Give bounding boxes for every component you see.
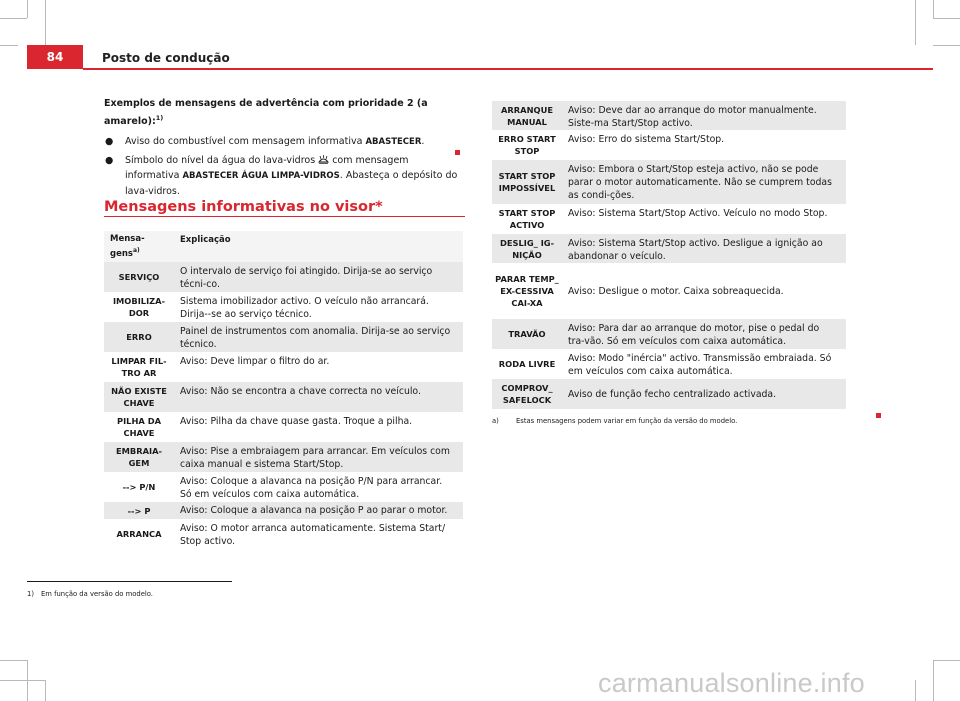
message-explanation: Aviso: Sistema Start/Stop Activo. Veículo no modo Stop. (568, 208, 828, 219)
header-explanation: Explicação (180, 235, 231, 245)
bullet-icon: ● (105, 136, 114, 148)
message-name: START STOP IMPOSSÍVEL (498, 171, 556, 193)
table-row (104, 412, 463, 442)
bullet-icon: ● (105, 155, 114, 167)
footnote-mark: 1) (27, 590, 34, 598)
message-name: ERRO (126, 332, 152, 342)
header-messages: Mensa-gens$^{a)}$ (110, 234, 145, 259)
message-name: TRAVÃO (508, 329, 546, 339)
messages-table-right (492, 101, 846, 409)
crop-mark (933, 18, 960, 19)
table-row (492, 319, 846, 349)
message-explanation: Aviso: Para dar ao arranque do motor, pise o pedal do tra-vão. Só em veículos com caixa automática. (568, 323, 820, 347)
message-explanation: Aviso: O motor arranca automaticamente. Sistema Start/ Stop activo. (180, 523, 446, 547)
message-explanation: O intervalo de serviço foi atingido. Dirija-se ao serviço técni-co. (180, 266, 433, 290)
table-header (104, 231, 463, 262)
crop-mark (915, 0, 916, 45)
crop-mark (45, 0, 46, 45)
message-explanation: Aviso: Deve dar ao arranque do motor manualmente. Siste-ma Start/Stop activo. (568, 105, 817, 129)
table-row (492, 349, 846, 379)
table-row (104, 502, 463, 519)
page-number: 84 (27, 45, 83, 69)
table-row (492, 379, 846, 409)
end-of-section-mark (876, 413, 881, 418)
message-explanation: Aviso: Pise a embraiagem para arrancar. Em veículos com caixa manual e sistema Start/Stop. (180, 446, 450, 470)
table-row (492, 130, 846, 160)
message-explanation: Aviso: Erro do sistema Start/Stop. (568, 134, 725, 145)
footnote-rule (27, 581, 232, 582)
message-explanation: Sistema imobilizador activo. O veículo não arrancará. Dirija--se ao serviço técnico. (180, 296, 429, 320)
crop-mark (0, 660, 27, 661)
page-header-title: Posto de condução (102, 51, 230, 65)
intro-block (104, 96, 464, 199)
message-name: SERVIÇO (118, 272, 160, 282)
footnote-ref: 1) (155, 114, 164, 122)
message-name: ABASTECER (365, 137, 422, 148)
message-name: --> P/N (122, 482, 156, 492)
message-explanation: Aviso: Deve limpar o filtro do ar. (180, 356, 330, 367)
message-name: PILHA DA CHAVE (116, 416, 162, 438)
crop-mark (45, 680, 46, 701)
table-row (492, 204, 846, 234)
message-explanation: Aviso: Coloque a alavanca na posição P/N para arrancar. Só em veículos com caixa automática. (180, 476, 443, 500)
table-row (104, 442, 463, 472)
watermark: carmanualsonline.info (598, 668, 865, 698)
message-name: EMBRAIA-GEM (115, 446, 162, 468)
message-name: PARAR TEMP_ EX-CESSIVA CAI-XA (495, 274, 559, 308)
message-name: NÃO EXISTE CHAVE (111, 386, 167, 408)
message-explanation: Aviso: Desligue o motor. Caixa sobreaquecida. (568, 285, 784, 297)
footnote-mark: a) (492, 417, 499, 425)
message-explanation: Aviso de função fecho centralizado activada. (568, 388, 777, 400)
table-row (104, 472, 463, 502)
crop-mark (915, 680, 916, 701)
crop-mark (0, 18, 27, 19)
table-row (104, 262, 463, 292)
header-rule (83, 68, 933, 70)
message-explanation: Aviso: Embora o Start/Stop esteja activo, não se pode parar o motor automaticamente. Não se cumprem todas as condi-ções. (568, 164, 832, 201)
message-explanation: Aviso: Pilha da chave quase gasta. Troque a pilha. (180, 416, 413, 427)
message-name: ARRANCA (116, 529, 162, 539)
message-name: --> P (127, 505, 151, 516)
messages-table-left (104, 231, 463, 549)
washer-fluid-icon (318, 155, 329, 166)
table-footnote: a) Estas mensagens podem variar em função da versão do modelo. (492, 417, 738, 425)
message-name: COMPROV_ SAFELOCK (501, 383, 553, 405)
message-name: ARRANQUE MANUAL (500, 104, 554, 127)
table-row (492, 160, 846, 204)
bullet-item: ● Aviso do combustível com mensagem informativa ABASTECER. (105, 136, 425, 148)
table-row (104, 382, 463, 412)
table-row (104, 322, 463, 352)
message-name: START STOP ACTIVO (498, 208, 556, 230)
message-name: ERRO START STOP (498, 134, 556, 156)
table-row (104, 352, 463, 382)
intro-title: Exemplos de mensagens de advertência com prioridade 2 (a amarelo):$^{1)}$ (104, 98, 428, 128)
crop-mark (933, 45, 960, 46)
page-footnote: 1) Em função da versão do modelo. (27, 590, 153, 598)
table-row (492, 234, 846, 263)
crop-mark (27, 0, 28, 18)
message-explanation: Painel de instrumentos com anomalia. Dirija-se ao serviço técnico. (180, 326, 451, 350)
table-row (492, 263, 846, 319)
message-name: IMOBILIZA-DOR (112, 296, 166, 318)
message-explanation: Aviso: Não se encontra a chave correcta no veículo. (180, 386, 421, 397)
message-explanation: Aviso: Sistema Start/Stop activo. Desligue a ignição ao abandonar o veículo. (568, 238, 823, 262)
section-rule (104, 216, 465, 217)
message-explanation: Aviso: Coloque a alavanca na posição P ao parar o motor. (180, 505, 448, 516)
crop-mark (933, 660, 960, 661)
crop-mark (0, 680, 45, 681)
table-row (104, 519, 463, 549)
crop-mark (933, 660, 934, 701)
message-name: ABASTECER ÁGUA LIMPA-VIDROS (182, 171, 340, 182)
crop-mark (933, 0, 934, 18)
section-title: Mensagens informativas no visor* (104, 199, 383, 215)
table-row (492, 101, 846, 130)
message-explanation: Aviso: Modo "inércia" activo. Transmissão embraiada. Só em veículos com caixa automática. (568, 353, 832, 377)
bullet-item: ● Símbolo do nível da água do lava-vidros com mensagem informativa ABASTECER ÁGUA LIMPA-VIDROS. Abasteça o depósito do lava-vidros. (105, 155, 458, 198)
table-row (104, 292, 463, 322)
end-of-section-mark (455, 150, 460, 155)
message-name: DESLIG_ IG-NIÇÃO (499, 237, 555, 260)
crop-mark (0, 45, 18, 46)
message-name: RODA LIVRE (498, 359, 556, 369)
message-name: LIMPAR FIL-TRO AR (111, 356, 167, 378)
